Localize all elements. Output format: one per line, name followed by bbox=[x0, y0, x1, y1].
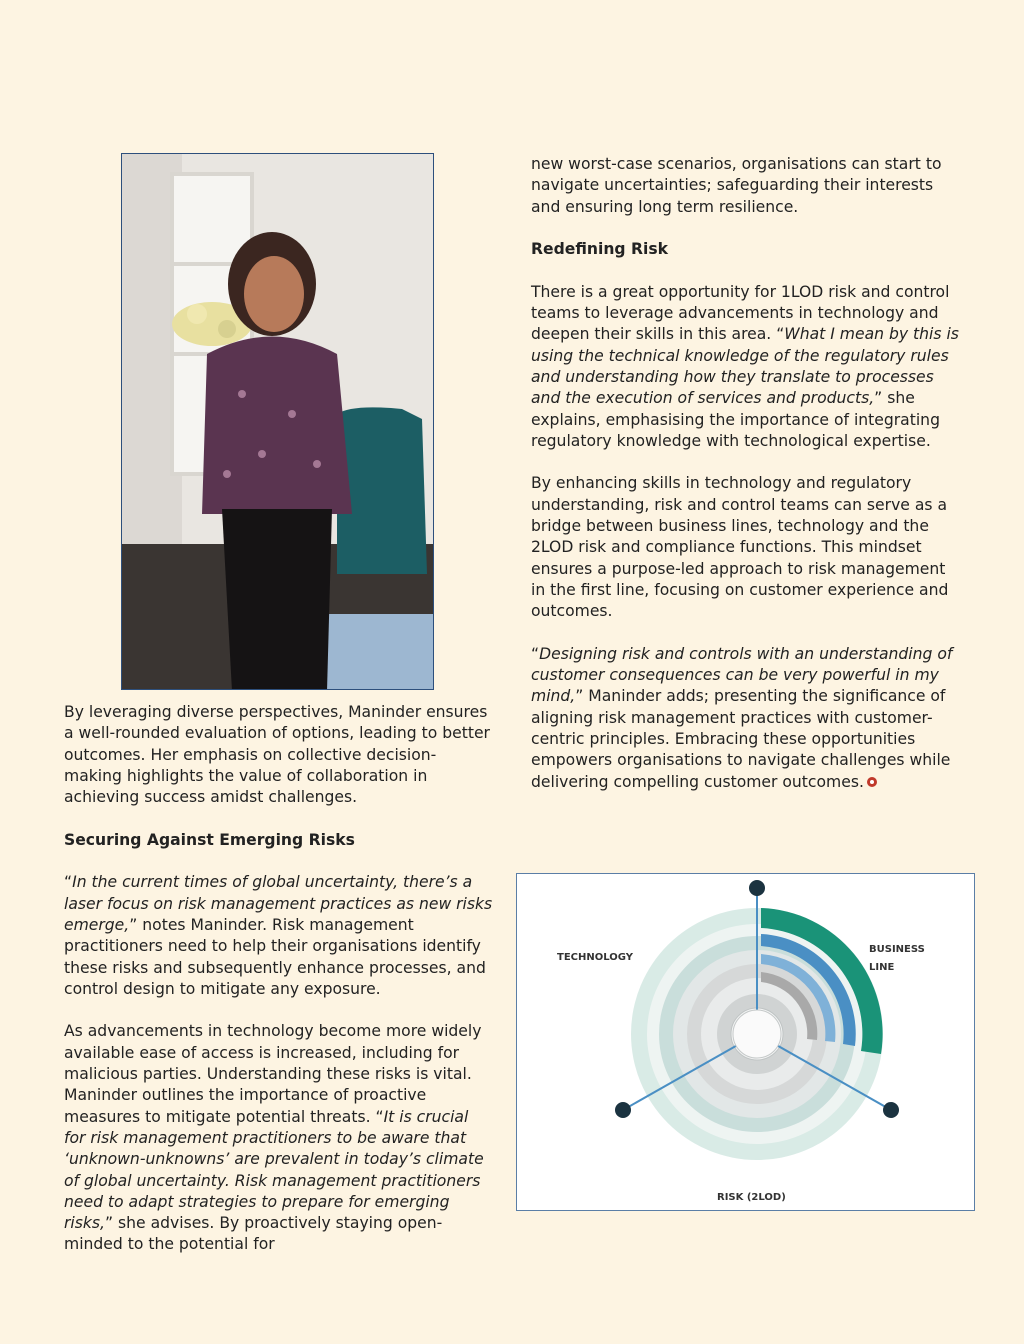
section-heading-redefining-risk: Redefining Risk bbox=[531, 240, 669, 259]
quote-text: Designing risk and controls with an understanding of customer consequences can be very powerful in my mind, bbox=[531, 644, 953, 706]
section-heading-emerging-risks: Securing Against Emerging Risks bbox=[64, 830, 355, 849]
left-column bbox=[64, 702, 494, 1277]
portrait-illustration bbox=[122, 154, 434, 690]
body-text: ” she advises. By proactively staying open-minded to the potential for bbox=[64, 1214, 443, 1254]
body-text: As advancements in technology become more widely available ease of access is increased, including for malicious parties. Understanding these risks is vital. Maninder outlines the importance of proactive measures to mitigate potential threats. “ bbox=[64, 1022, 482, 1126]
body-text: ” she explains, emphasising the importance of integrating regulatory knowledge with technological expertise. bbox=[531, 389, 940, 450]
quote-text: It is crucial for risk management practitioners to be aware that ‘unknown-unknowns’ are prevalent in today’s climate of global uncertainty. Risk management practitioners need to adapt strategies to prepare for emerging risks, bbox=[64, 1107, 484, 1233]
diagram-label-business-line: BUSINESS LINE bbox=[869, 944, 925, 973]
left-paragraph-2: “In the current times of global uncertainty, there’s a laser focus on risk management practices as new risks emerge,” notes Maninder. Risk management practitioners need to help their organisations identify these risks and subsequently enhance processes, and control design to mitigate any exposure. bbox=[64, 873, 493, 998]
risk-diagram bbox=[516, 873, 975, 1211]
diagram-label-risk: RISK (2LOD) bbox=[717, 1192, 786, 1203]
right-paragraph-3: By enhancing skills in technology and regulatory understanding, risk and control teams can serve as a bridge between business lines, technology and the 2LOD risk and compliance functions. This mindset ensures a purpose-led approach to risk management in the first line, focusing on customer experience and outcomes. bbox=[531, 474, 949, 621]
quote-text: What I mean by this is using the technical knowledge of the regulatory rules and understanding how they translate to processes and the execution of services and products, bbox=[531, 325, 959, 408]
body-text: There is a great opportunity for 1LOD risk and control teams to leverage advancements in technology and deepen their skills in this area. “ bbox=[531, 282, 950, 344]
quote-text: In the current times of global uncertainty, there’s a laser focus on risk management practices as new risks emerge, bbox=[64, 873, 493, 934]
body-text: ” Maninder adds; presenting the significance of aligning risk management practices with customer-centric principles. Embracing these opportunities empowers organisations to navigate challenges while delivering compelling customer outcomes. bbox=[531, 687, 951, 791]
risk-diagram-graphic bbox=[517, 874, 974, 1210]
portrait-photo bbox=[121, 153, 434, 690]
body-text: notes Maninder. Risk management practitioners need to help their organisations identify these risks and subsequently enhance processes, and control design to mitigate any exposure. bbox=[64, 915, 486, 998]
right-column bbox=[531, 154, 963, 814]
diagram-label-technology: TECHNOLOGY bbox=[557, 952, 633, 963]
right-paragraph-2 bbox=[531, 282, 963, 452]
right-paragraph-1: new worst-case scenarios, organisations can start to navigate uncertainties; safeguarding their interests and ensuring long term resilience. bbox=[531, 155, 942, 216]
left-paragraph-1: By leveraging diverse perspectives, Maninder ensures a well-rounded evaluation of options, leading to better outcomes. Her emphasis on collective decision-making highlights the value of collaboration in achieving success amidst challenges. bbox=[64, 703, 490, 807]
right-paragraph-4: “Designing risk and controls with an understanding of customer consequences can be very powerful in my mind,” Maninder adds; presenting the significance of aligning risk management practices with customer-centric principles. Embracing these opportunities empowers organisations to navigate challenges while delivering compelling customer outcomes. bbox=[531, 644, 953, 791]
left-paragraph-3 bbox=[64, 1021, 494, 1255]
end-mark-icon bbox=[867, 777, 877, 787]
